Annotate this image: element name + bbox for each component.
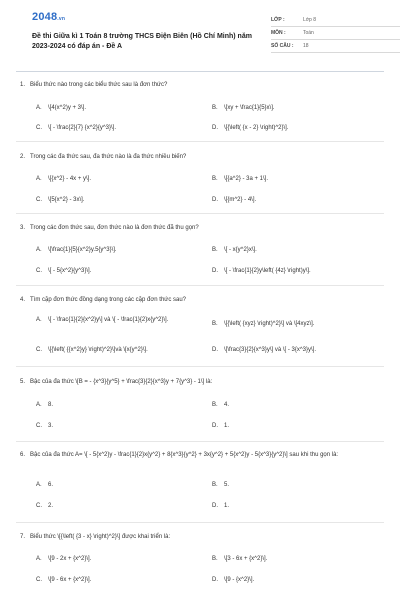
option-d[interactable] [212,196,256,205]
option-text: 6. [48,482,54,488]
question-stem [16,81,384,90]
option-letter: A. [36,105,42,111]
question-number: 5. [20,379,26,385]
logo-tld: .vn [57,16,66,22]
option-text: 5. [224,482,230,488]
option-text: \[{\left( {{x^2}y} \right)^2}\]và \[x{y^2}\]. [48,347,148,353]
option-letter: D. [212,347,218,353]
option-text: \[{x^2} - 4x + y\]. [48,176,92,182]
meta-label: SỐ CÂU : [271,43,294,49]
option-b[interactable] [212,481,229,490]
question-text: Tìm cặp đơn thức đồng dạng trong các cặp đơn thức sau? [30,297,186,303]
option-letter: B. [212,482,218,488]
meta-row-class [271,14,400,27]
option-letter: D. [212,577,218,583]
option-text: 4. [224,402,230,408]
option-a[interactable] [36,175,91,184]
option-letter: D. [212,125,218,131]
question-stem [16,533,384,542]
option-a[interactable] [36,401,53,410]
option-text: 2. [48,503,54,509]
option-text: \[3 - 6x + {x^2}\]. [224,556,268,562]
question-number: 1. [20,82,26,88]
question-stem [16,224,384,233]
question-number: 6. [20,452,26,458]
option-a[interactable] [36,104,86,113]
option-text: \[5{x^2} - 3x\]. [48,197,85,203]
question-item [16,224,384,274]
exam-meta [271,14,400,53]
option-a[interactable] [36,246,117,255]
option-text: \[ - \frac{1}{2}{x^2}y\] và \[ - \frac{1}{2}x{y^2}\]. [48,317,169,323]
option-text: \[9 - {x^2}\]. [224,577,255,583]
option-c[interactable] [36,196,85,205]
option-letter: C. [36,125,42,131]
question-number: 3. [20,225,26,231]
question-item [16,296,384,353]
option-a[interactable] [36,555,91,564]
question-divider [16,441,384,442]
option-b[interactable] [212,401,229,410]
option-letter: C. [36,503,42,509]
option-c[interactable] [36,267,91,276]
option-text: \[{\left( {xyz} \right)^2}\] và \[4xyz\]. [224,321,315,327]
question-stem [16,451,384,460]
meta-value: 18 [303,43,309,49]
question-stem [16,378,384,387]
question-text: Biểu thức \[{\left( {3 - x} \right)^2}\] được khai triển là: [30,534,171,540]
option-text: \[9 - 2x + {x^2}\]. [48,556,92,562]
logo-text: 2048 [32,11,58,23]
header-divider [16,71,384,72]
meta-row-subject [271,27,400,40]
option-letter: D. [212,197,218,203]
option-d[interactable] [212,422,229,431]
option-text: \[ - \frac{1}{2}y\left( {4z} \right)y\]. [224,268,311,274]
option-b[interactable] [212,555,267,564]
site-logo[interactable] [32,11,65,23]
meta-label: LỚP : [271,17,285,23]
option-letter: D. [212,268,218,274]
option-b[interactable] [212,246,257,255]
option-text: 8. [48,402,54,408]
question-item [16,81,384,131]
option-c[interactable] [36,576,91,585]
option-letter: C. [36,347,42,353]
option-text: 3. [48,423,54,429]
option-text: \[\frac{1}{5}{x^2}y.5{y^3}\]. [48,247,117,253]
option-letter: D. [212,423,218,429]
option-d[interactable] [212,267,311,276]
question-divider [16,285,384,286]
option-text: \[9 - 6x + {x^2}\]. [48,577,92,583]
option-letter: C. [36,268,42,274]
option-letter: D. [212,503,218,509]
option-letter: B. [212,556,218,562]
option-text: \[{\left( {x - 2} \right)^2}\]. [224,125,289,131]
question-item [16,451,384,509]
question-divider [16,141,384,142]
option-text: \[{a^2} - 3a + 1\]. [224,176,269,182]
option-d[interactable] [212,124,289,133]
option-c[interactable] [36,346,148,355]
option-letter: A. [36,176,42,182]
option-b[interactable] [212,320,315,329]
question-stem [16,296,384,305]
question-divider [16,213,384,214]
option-a[interactable] [36,481,53,490]
option-text: \[ - x{y^2}x\]. [224,247,257,253]
question-text: Trong các đa thức sau, đa thức nào là đa thức nhiều biến? [30,154,187,160]
option-text: \[ - 5{x^2}{y^3}\]. [48,268,92,274]
page-header [16,0,384,60]
option-letter: B. [212,176,218,182]
option-letter: A. [36,556,42,562]
option-text: \[{m^2} - 4\]. [224,197,257,203]
option-b[interactable] [212,175,268,184]
question-number: 4. [20,297,26,303]
option-letter: A. [36,247,42,253]
option-text: \[\frac{3}{2}{x^3}y\] và \[ - 3{x^3}y\]. [224,347,317,353]
option-text: \[xy + \frac{1}{5}x\]. [224,105,275,111]
option-letter: A. [36,402,42,408]
question-divider [16,366,384,367]
option-letter: B. [212,321,218,327]
meta-value: Lớp 8 [303,17,317,23]
option-b[interactable] [212,104,275,113]
option-text: 1. [224,423,230,429]
option-letter: C. [36,577,42,583]
option-letter: A. [36,317,42,323]
question-number: 7. [20,534,26,540]
option-a[interactable] [36,316,198,325]
option-letter: B. [212,402,218,408]
page-title: Đề thi Giữa kì 1 Toán 8 trường THCS Điện Biên (Hồ Chí Minh) năm 2023-2024 có đáp án - Đề A [32,33,252,50]
option-c[interactable] [36,422,53,431]
question-text: Trong các đơn thức sau, đơn thức nào là đơn thức đã thu gọn? [30,225,199,231]
option-c[interactable] [36,124,116,133]
question-item [16,378,384,429]
option-text: \[ - \frac{2}{7} {x^2}{y^3}\]. [48,125,117,131]
question-text: Bậc của đa thức \[B = - {x^3}{y^5} + \frac{3}{2}{x^3}y + 7{y^3} - 1\] là: [30,379,213,385]
meta-row-count [271,40,400,53]
option-d[interactable] [212,346,316,355]
option-text: 1. [224,503,230,509]
option-letter: C. [36,197,42,203]
question-stem [16,153,384,162]
option-d[interactable] [212,502,229,511]
question-text: Biểu thức nào trong các biểu thức sau là đơn thức? [30,82,168,88]
option-c[interactable] [36,502,53,511]
question-item [16,533,384,583]
question-number: 2. [20,154,26,160]
option-letter: B. [212,105,218,111]
option-letter: C. [36,423,42,429]
meta-label: MÔN : [271,30,286,36]
option-d[interactable] [212,576,254,585]
question-divider [16,522,384,523]
question-text: Bậc của đa thức A= \[ - 5{x^2}y - \frac{1}{2}x{y^2} + 8{x^3}{y^2} + 3x{y^2} + 5{x^2}y - 5{x^3}{y^2}\] sau khi thu gọn là: [30,452,339,458]
option-text: \[4(x^2)y + 3\]. [48,105,86,111]
question-item [16,153,384,203]
meta-value: Toán [303,30,314,36]
option-letter: A. [36,482,42,488]
option-letter: B. [212,247,218,253]
